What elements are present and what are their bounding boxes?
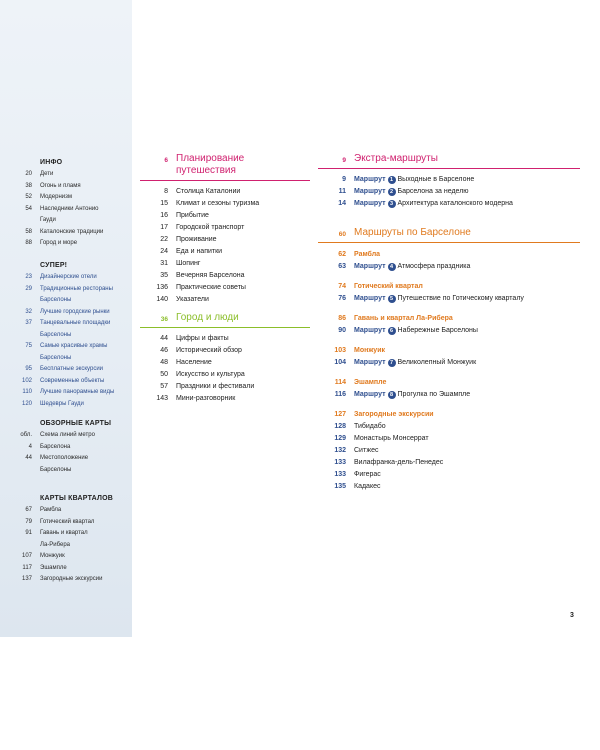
routes-header [318, 227, 580, 241]
city-rule [140, 327, 310, 328]
route-group-page: 114 [334, 379, 346, 386]
route-entry [318, 186, 580, 198]
sidebar-item [0, 517, 132, 529]
sidebar-section-title: КАРТЫ КВАРТАЛОВ [40, 495, 113, 502]
route-word: Маршрут [354, 188, 386, 195]
toc-entry [140, 210, 310, 222]
excursion-page: 133 [334, 459, 346, 466]
sidebar-item-page: 75 [25, 343, 32, 349]
route-word: Маршрут [354, 176, 386, 183]
excursion-label: Кадакес [354, 483, 381, 490]
excursion-label: Монастырь Монсеррат [354, 435, 429, 442]
toc-entry-label: Искусство и культура [176, 371, 245, 378]
sidebar-item [0, 284, 132, 296]
routes-section [318, 227, 580, 490]
route-group-page: 74 [338, 283, 346, 290]
sidebar-item-page: 117 [22, 564, 32, 571]
toc-entry-page: 57 [160, 383, 168, 390]
route-group-title [318, 377, 580, 389]
sidebar-section-title: ОБЗОРНЫЕ КАРТЫ [40, 420, 112, 427]
route-entry-page: 63 [338, 263, 346, 270]
route-word: Маршрут [354, 200, 386, 207]
toc-entry-page: 8 [164, 188, 168, 195]
excursion-label: Фигерас [354, 471, 381, 478]
route-group-title [318, 249, 580, 261]
sidebar-item-page: 88 [25, 240, 32, 246]
sidebar-item-page: 110 [22, 389, 32, 395]
sidebar-item [0, 399, 132, 411]
sidebar-item-page: 38 [25, 182, 32, 189]
toc-entry-page: 15 [160, 200, 168, 207]
excursion-entry [318, 433, 580, 445]
sidebar-item-label: Бесплатные экскурсии [40, 366, 104, 372]
excursions-title [318, 409, 580, 421]
toc-entry-label: Исторический обзор [176, 347, 242, 354]
route-entry [318, 293, 580, 305]
toc-entry [140, 381, 310, 393]
sidebar-item-label: Самые красивые храмы [40, 343, 108, 349]
route-entry-text [354, 389, 470, 401]
route-entry-label: Барселона за неделю [397, 188, 469, 195]
route-group [318, 249, 580, 273]
toc-entry [140, 393, 310, 405]
toc-entry-label: Проживание [176, 236, 217, 243]
toc-entry-label: Указатели [176, 296, 209, 303]
sidebar-item-label: Гауди [40, 217, 56, 223]
sidebar-item-label: Танцевальные площадки [40, 320, 111, 326]
sidebar-item-page: 91 [25, 530, 32, 536]
toc-entry [140, 294, 310, 306]
toc-entry [140, 369, 310, 381]
route-entry [318, 174, 580, 186]
toc-entry-page: 140 [156, 296, 168, 303]
excursion-entry [318, 445, 580, 457]
extra-title: Экстра-маршруты [354, 153, 438, 164]
sidebar-item-label: Огонь и пламя [40, 182, 81, 189]
toc-entry-label: Праздники и фестивали [176, 383, 255, 390]
route-entry-label: Набережные Барселоны [397, 327, 478, 334]
toc-entry-page: 48 [160, 359, 168, 366]
toc-entry-label: Прибытие [176, 212, 209, 219]
excursion-page: 135 [334, 483, 346, 490]
sidebar-section-title: СУПЕР! [40, 262, 68, 269]
extra-routes-section [318, 153, 580, 207]
sidebar-item-label: Монжуик [40, 553, 65, 559]
sidebar-item-page: 79 [25, 518, 32, 525]
toc-entry [140, 357, 310, 369]
route-group-title [318, 313, 580, 325]
toc-entry-page: 136 [156, 284, 168, 291]
toc-entry-page: 44 [160, 335, 168, 342]
excursion-entry [318, 481, 580, 493]
excursion-label: Ситжес [354, 447, 379, 454]
route-entry-text [354, 174, 474, 186]
route-entry-text [354, 261, 470, 273]
route-entry-label: Путешествие по Готическому кварталу [397, 295, 524, 302]
route-entry-page: 9 [342, 176, 346, 183]
sidebar-item-label: Лучшие панорамные виды [40, 389, 115, 395]
route-entry-label: Прогулка по Эшампле [397, 391, 471, 398]
route-entry [318, 389, 580, 401]
sidebar-item-label: Эшампле [40, 564, 67, 571]
toc-entry-label: Мини-разговорник [176, 395, 236, 402]
toc-entry [140, 198, 310, 210]
sidebar-section-title: ИНФО [40, 159, 63, 166]
sidebar-item-label: Загородные экскурсии [40, 576, 103, 582]
toc-entry [140, 234, 310, 246]
sidebar-section-districts [0, 493, 132, 586]
toc-entry-label: Вечерняя Барселона [176, 272, 245, 279]
route-entry-page: 11 [338, 188, 346, 195]
route-group-title [318, 345, 580, 357]
route-number-badge: 6 [388, 327, 396, 335]
sidebar-item [0, 295, 132, 307]
sidebar-item-page: 23 [25, 274, 32, 280]
toc-entry [140, 333, 310, 345]
route-group [318, 281, 580, 305]
route-word: Маршрут [354, 391, 386, 398]
excursion-entry [318, 457, 580, 469]
sidebar-item [0, 227, 132, 239]
route-number-badge: 5 [388, 295, 396, 303]
sidebar-item [0, 465, 132, 477]
route-entry-page: 104 [334, 359, 346, 366]
sidebar-section-info [0, 157, 132, 250]
route-number-badge: 3 [388, 200, 396, 208]
route-number-badge: 4 [388, 263, 396, 271]
sidebar-item-label: Гавань и квартал [40, 530, 88, 536]
sidebar-item [0, 574, 132, 586]
toc-entry [140, 186, 310, 198]
route-group-title [318, 281, 580, 293]
route-entry-page: 76 [338, 295, 346, 302]
excursion-entry [318, 421, 580, 433]
sidebar-item-label: Схема линий метро [40, 432, 95, 438]
sidebar-item-label: Барселоны [40, 354, 72, 361]
sidebar-item [0, 204, 132, 216]
sidebar-item [0, 430, 132, 442]
sidebar-item [0, 528, 132, 540]
excursions-page: 127 [334, 411, 346, 418]
sidebar-item-label: Наследники Антонио [40, 205, 99, 212]
planning-title: Планирование путешествия [176, 153, 245, 176]
route-entry-page: 116 [334, 391, 346, 398]
toc-entry-label: Городской транспорт [176, 224, 245, 231]
toc-entry-page: 24 [160, 248, 168, 255]
route-entry [318, 325, 580, 337]
toc-entry-label: Климат и сезоны туризма [176, 200, 260, 207]
sidebar-item-label: Барселоны [40, 466, 72, 473]
toc-entry-page: 17 [160, 224, 168, 231]
excursion-page: 132 [334, 447, 346, 454]
excursions-group [318, 409, 580, 493]
sidebar-item-label: Барселоны [40, 297, 72, 303]
route-group-name: Готический квартал [354, 283, 423, 290]
sidebar-item-page: 120 [21, 400, 32, 407]
planning-section [140, 153, 310, 303]
sidebar-item-label: Модернизм [40, 194, 72, 200]
route-group [318, 313, 580, 337]
route-entry-text [354, 357, 476, 369]
sidebar-item [0, 505, 132, 517]
planning-page-num: 6 [164, 157, 168, 164]
sidebar-item-label: Готический квартал [40, 518, 95, 525]
route-number-badge: 1 [388, 176, 396, 184]
city-section [140, 312, 310, 402]
sidebar-item-label: Шедевры Гауди [40, 400, 84, 407]
route-entry-label: Великолепный Монжуик [397, 359, 477, 366]
sidebar-item-page: 37 [25, 320, 32, 326]
sidebar-item [0, 330, 132, 342]
sidebar-item [0, 453, 132, 465]
sidebar-item-page: 29 [25, 285, 32, 292]
sidebar-item-page: 102 [21, 377, 32, 384]
route-group-page: 86 [338, 315, 346, 322]
route-group [318, 377, 580, 401]
sidebar-item [0, 353, 132, 365]
sidebar-item-label: Традиционные рестораны [40, 285, 113, 292]
sidebar-item [0, 215, 132, 227]
sidebar-item-page: 107 [21, 553, 32, 559]
toc-entry-page: 35 [160, 272, 168, 279]
toc-entry-page: 143 [156, 395, 168, 402]
toc-entry-label: Цифры и факты [176, 335, 229, 342]
toc-entry-page: 50 [160, 371, 168, 378]
route-number-badge: 2 [388, 188, 396, 196]
sidebar-item-page: 4 [28, 443, 32, 450]
excursion-page: 129 [334, 435, 346, 442]
sidebar-item-label: Дети [40, 171, 54, 177]
route-group-name: Гавань и квартал Ла-Рибера [354, 315, 453, 322]
sidebar-item-page: 137 [21, 576, 32, 582]
toc-entry-label: Столица Каталонии [176, 188, 241, 195]
route-entry-label: Атмосфера праздника [397, 263, 471, 270]
route-entry-text [354, 293, 524, 305]
sidebar-item [0, 169, 132, 181]
excursion-page: 133 [334, 471, 346, 478]
toc-entry [140, 270, 310, 282]
route-group-name: Монжуик [354, 347, 385, 354]
sidebar-section-super [0, 260, 132, 410]
route-word: Маршрут [354, 359, 386, 366]
toc-entry-label: Население [176, 359, 212, 366]
excursions-name: Загородные экскурсии [354, 411, 434, 418]
sidebar-item-page: 20 [25, 171, 32, 177]
excursion-label: Тибидабо [354, 423, 386, 430]
sidebar-item [0, 442, 132, 454]
route-group-name: Эшампле [354, 379, 387, 386]
sidebar-item [0, 341, 132, 353]
route-entry-page: 90 [338, 327, 346, 334]
toc-entry-label: Практические советы [176, 284, 246, 291]
toc-entry [140, 258, 310, 270]
route-word: Маршрут [354, 295, 386, 302]
route-word: Маршрут [354, 263, 386, 270]
route-group-page: 103 [334, 347, 346, 354]
sidebar-item [0, 272, 132, 284]
toc-entry [140, 282, 310, 294]
sidebar-item-label: Ла-Рибера [40, 541, 71, 548]
sidebar-item-page: 95 [25, 366, 32, 372]
route-number-badge: 7 [388, 359, 396, 367]
route-group-name: Рамбла [354, 251, 381, 258]
sidebar-item [0, 364, 132, 376]
sidebar-item [0, 307, 132, 319]
excursion-entry [318, 469, 580, 481]
extra-page-num: 9 [342, 157, 346, 164]
city-header [140, 312, 310, 326]
sidebar-item-label: Лучшие городские рынки [40, 308, 110, 315]
sidebar-item-page: 58 [25, 228, 32, 235]
sidebar-item-label: Барселона [40, 443, 71, 450]
planning-header [140, 153, 310, 179]
extra-header [318, 153, 580, 167]
routes-rule [318, 242, 580, 243]
sidebar-item-label: Барселоны [40, 331, 72, 338]
sidebar-item-page: 32 [25, 308, 32, 315]
sidebar-item [0, 192, 132, 204]
sidebar-item-page: 54 [25, 205, 32, 212]
sidebar-item [0, 318, 132, 330]
sidebar-item [0, 540, 132, 552]
page-number: 3 [570, 612, 574, 619]
route-entry-label: Архитектура каталонского модерна [397, 200, 513, 207]
sidebar-item-page: 52 [25, 194, 32, 200]
route-word: Маршрут [354, 327, 386, 334]
route-group [318, 345, 580, 369]
extra-rule [318, 168, 580, 169]
planning-rule [140, 180, 310, 181]
toc-entry-label: Шопинг [176, 260, 201, 267]
city-title: Город и люди [176, 312, 239, 323]
route-number-badge: 8 [388, 391, 396, 399]
routes-page-num: 60 [338, 231, 346, 238]
toc-entry [140, 222, 310, 234]
sidebar-section-maps [0, 418, 132, 476]
route-entry-text [354, 186, 469, 198]
sidebar-item [0, 551, 132, 563]
routes-title: Маршруты по Барселоне [354, 227, 471, 238]
sidebar-item [0, 387, 132, 399]
route-entry [318, 261, 580, 273]
excursion-page: 128 [334, 423, 346, 430]
toc-entry [140, 345, 310, 357]
route-entry-text [354, 198, 513, 210]
sidebar-item-label: Каталонские традиции [40, 228, 104, 235]
toc-entry [140, 246, 310, 258]
sidebar-item [0, 376, 132, 388]
sidebar-item-label: Рамбла [40, 507, 62, 513]
sidebar-item-label: Дизайнерские отели [40, 274, 97, 280]
sidebar-item [0, 238, 132, 250]
sidebar-item [0, 563, 132, 575]
toc-entry-label: Еда и напитки [176, 248, 223, 255]
route-entry-label: Выходные в Барселоне [397, 176, 475, 183]
route-entry-text [354, 325, 478, 337]
sidebar-item-page: 67 [25, 507, 32, 513]
toc-entry-page: 22 [160, 236, 168, 243]
route-group-page: 62 [338, 251, 346, 258]
route-entry-page: 14 [338, 200, 346, 207]
route-entry [318, 357, 580, 369]
toc-entry-page: 31 [160, 260, 168, 267]
toc-entry-page: 46 [160, 347, 168, 354]
sidebar-item-label: Местоположение [40, 455, 89, 461]
sidebar-item-label: Современные объекты [40, 377, 105, 384]
sidebar-item-label: Город и море [40, 240, 78, 246]
sidebar-item-page: обл. [20, 432, 32, 438]
city-page-num: 36 [160, 316, 168, 323]
toc-entry-page: 16 [160, 212, 168, 219]
sidebar-item [0, 181, 132, 193]
excursion-label: Вилафранка-дель-Пенедес [354, 459, 444, 466]
sidebar-item-page: 44 [25, 455, 32, 461]
route-entry [318, 198, 580, 210]
